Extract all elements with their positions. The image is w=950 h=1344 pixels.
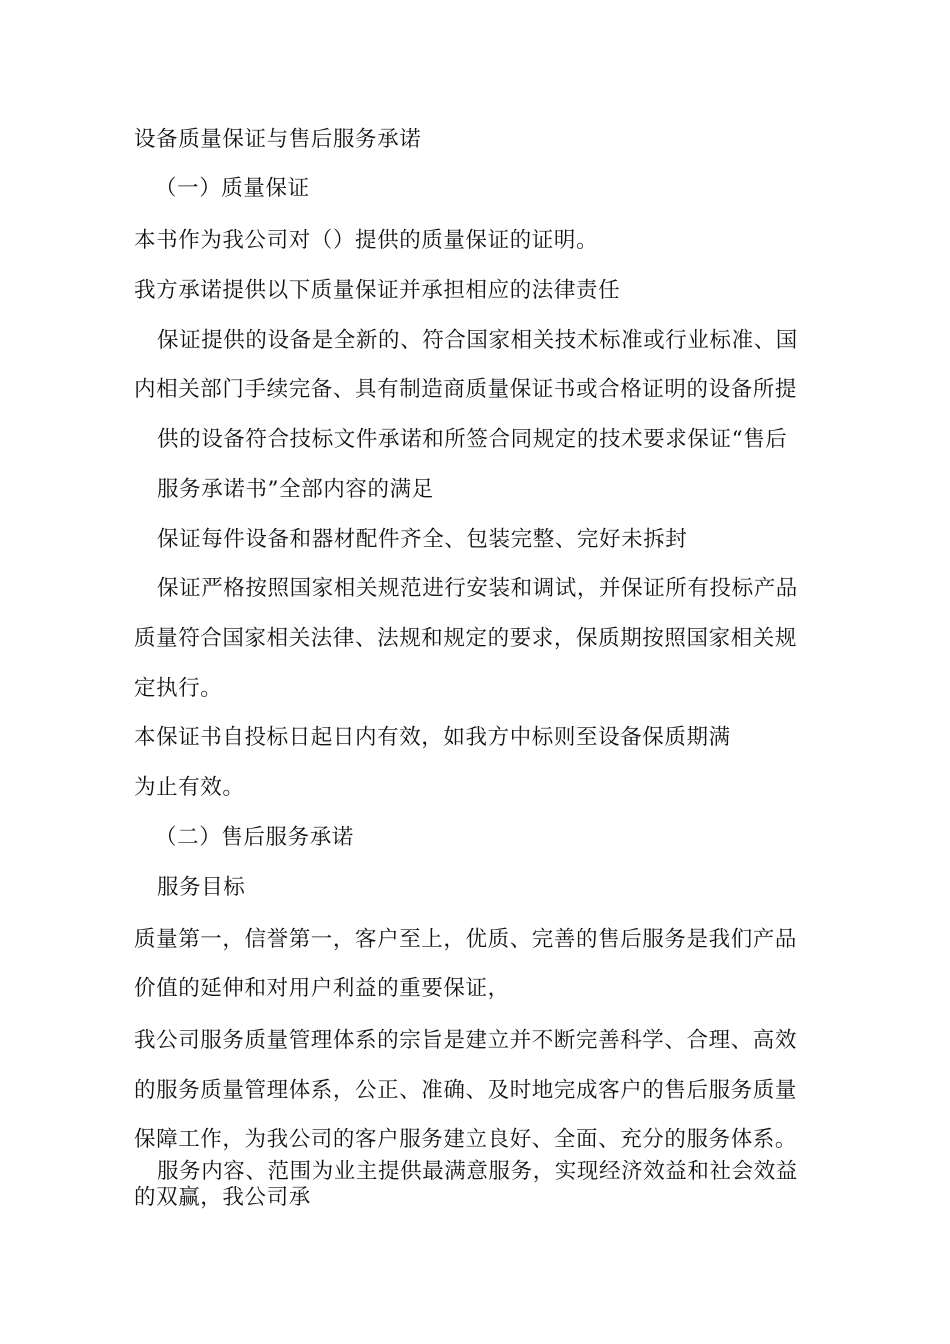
paragraph-line: 保障工作，为我公司的客户服务建立良好、全面、充分的服务体系。 [134,1127,798,1152]
paragraph-line: 为止有效。 [134,775,245,800]
subheading-service-goal: 服务目标 [157,875,246,900]
paragraph-line: 内相关部门手续完备、具有制造商质量保证书或合格证明的设备所提 [134,377,798,402]
section-heading-service: （二）售后服务承诺 [155,825,354,850]
paragraph-line: 我公司服务质量管理体系的宗旨是建立并不断完善科学、合理、高效 [134,1028,798,1053]
section-heading-quality: （一）质量保证 [155,176,310,201]
paragraph-line: 价值的延伸和对用户利益的重要保证， [134,976,510,1001]
paragraph-line: 质量第一，信誉第一，客户至上，优质、完善的售后服务是我们产品 [134,927,798,952]
document-title: 设备质量保证与售后服务承诺 [134,127,422,152]
paragraph-line: 保证严格按照国家相关规范进行安装和调试，并保证所有投标产品 [157,576,798,601]
paragraph-line: 本保证书自投标日起日内有效，如我方中标则至设备保质期满 [134,725,731,750]
paragraph-line: 质量符合国家相关法律、法规和规定的要求，保质期按照国家相关规 [134,626,798,651]
paragraph-line: 保证每件设备和器材配件齐全、包装完整、完好未拆封 [157,527,688,552]
paragraph-line: 服务承诺书”全部内容的满足 [157,477,434,502]
paragraph-line: 本书作为我公司对（）提供的质量保证的证明。 [134,228,599,253]
paragraph-line: 的双赢，我公司承 [134,1185,311,1210]
paragraph-line: 服务内容、范围为业主提供最满意服务，实现经济效益和社会效益 [157,1159,798,1184]
paragraph-line: 的服务质量管理体系，公正、准确、及时地完成客户的售后服务质量 [134,1078,798,1103]
paragraph-line: 定执行。 [134,676,223,701]
paragraph-line: 我方承诺提供以下质量保证并承担相应的法律责任 [134,278,621,303]
paragraph-line: 保证提供的设备是全新的、符合国家相关技术标准或行业标准、国 [157,328,798,353]
paragraph-line: 供的设备符合技标文件承诺和所签合同规定的技术要求保证“售后 [157,427,788,452]
